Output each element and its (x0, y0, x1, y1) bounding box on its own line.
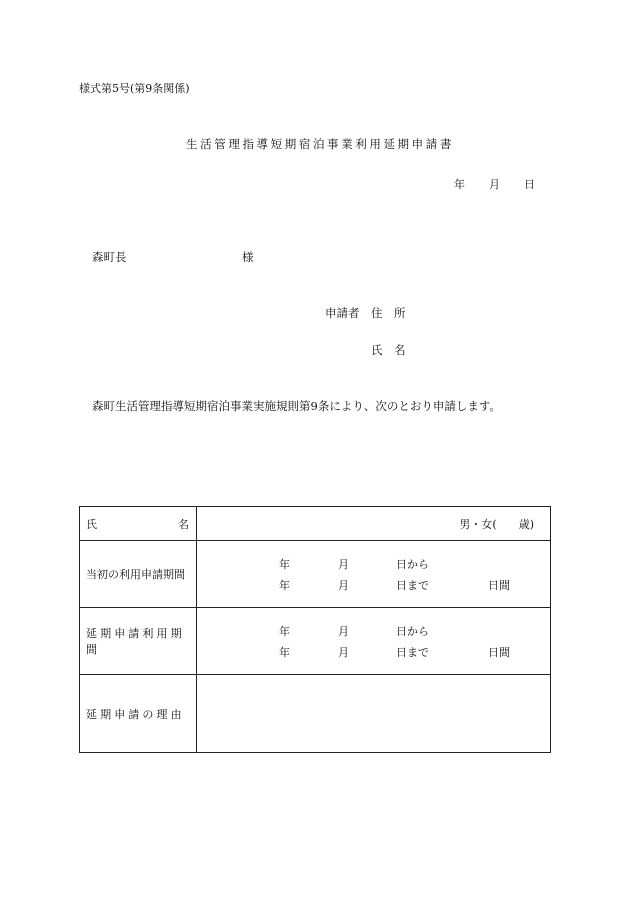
extension-period-label: 延期申請利用期間 (86, 627, 185, 656)
initial-days: 日間 (488, 579, 510, 592)
extension-period-label-cell (80, 608, 197, 675)
extension-from-year: 年 (279, 625, 290, 638)
reason-label: 延期申請の理由 (86, 707, 185, 721)
initial-from-month: 月 (338, 558, 349, 571)
table-row-extension-period (80, 608, 551, 675)
extension-days: 日間 (488, 646, 510, 659)
initial-from-day: 日から (396, 558, 429, 571)
extension-to-month: 月 (338, 646, 349, 659)
date-line (454, 176, 535, 192)
document-title: 生活管理指導短期宿泊事業利用延期申請書 (186, 137, 454, 151)
extension-to-year: 年 (279, 646, 290, 659)
extension-period-value-cell[interactable] (197, 608, 551, 675)
name-label-left: 氏 (86, 517, 97, 531)
extension-to-day: 日まで (396, 646, 429, 659)
initial-period-value-cell[interactable] (197, 541, 551, 608)
table-row-name (80, 507, 551, 541)
name-value-cell[interactable] (197, 507, 551, 541)
date-year-label: 年 (454, 178, 465, 191)
initial-period-label: 当初の利用申請期間 (86, 568, 185, 581)
sex-age-text: 男・女( 歳) (459, 517, 534, 531)
reason-value-cell[interactable] (197, 675, 551, 753)
date-month-label: 月 (489, 178, 500, 191)
name-label-right: 名 (178, 517, 189, 531)
reason-label-cell (80, 675, 197, 753)
applicant-address-label: 申請者 住 所 (325, 306, 406, 320)
table-row-initial-period (80, 541, 551, 608)
date-day-label: 日 (524, 178, 535, 191)
extension-from-month: 月 (338, 625, 349, 638)
name-label-cell (80, 507, 197, 541)
form-number: 様式第5号(第9条関係) (79, 82, 190, 95)
initial-to-year: 年 (279, 579, 290, 592)
addressee-name: 森町長 (92, 250, 127, 264)
initial-to-month: 月 (338, 579, 349, 592)
initial-to-day: 日まで (396, 579, 429, 592)
initial-period-label-cell (80, 541, 197, 608)
application-table (79, 506, 551, 753)
extension-from-day: 日から (396, 625, 429, 638)
addressee-honorific: 様 (242, 250, 254, 264)
initial-from-year: 年 (279, 558, 290, 571)
applicant-name-label: 氏 名 (371, 343, 406, 357)
table-row-reason (80, 675, 551, 753)
body-statement: 森町生活管理指導短期宿泊事業実施規則第9条により、次のとおり申請します。 (92, 399, 501, 413)
